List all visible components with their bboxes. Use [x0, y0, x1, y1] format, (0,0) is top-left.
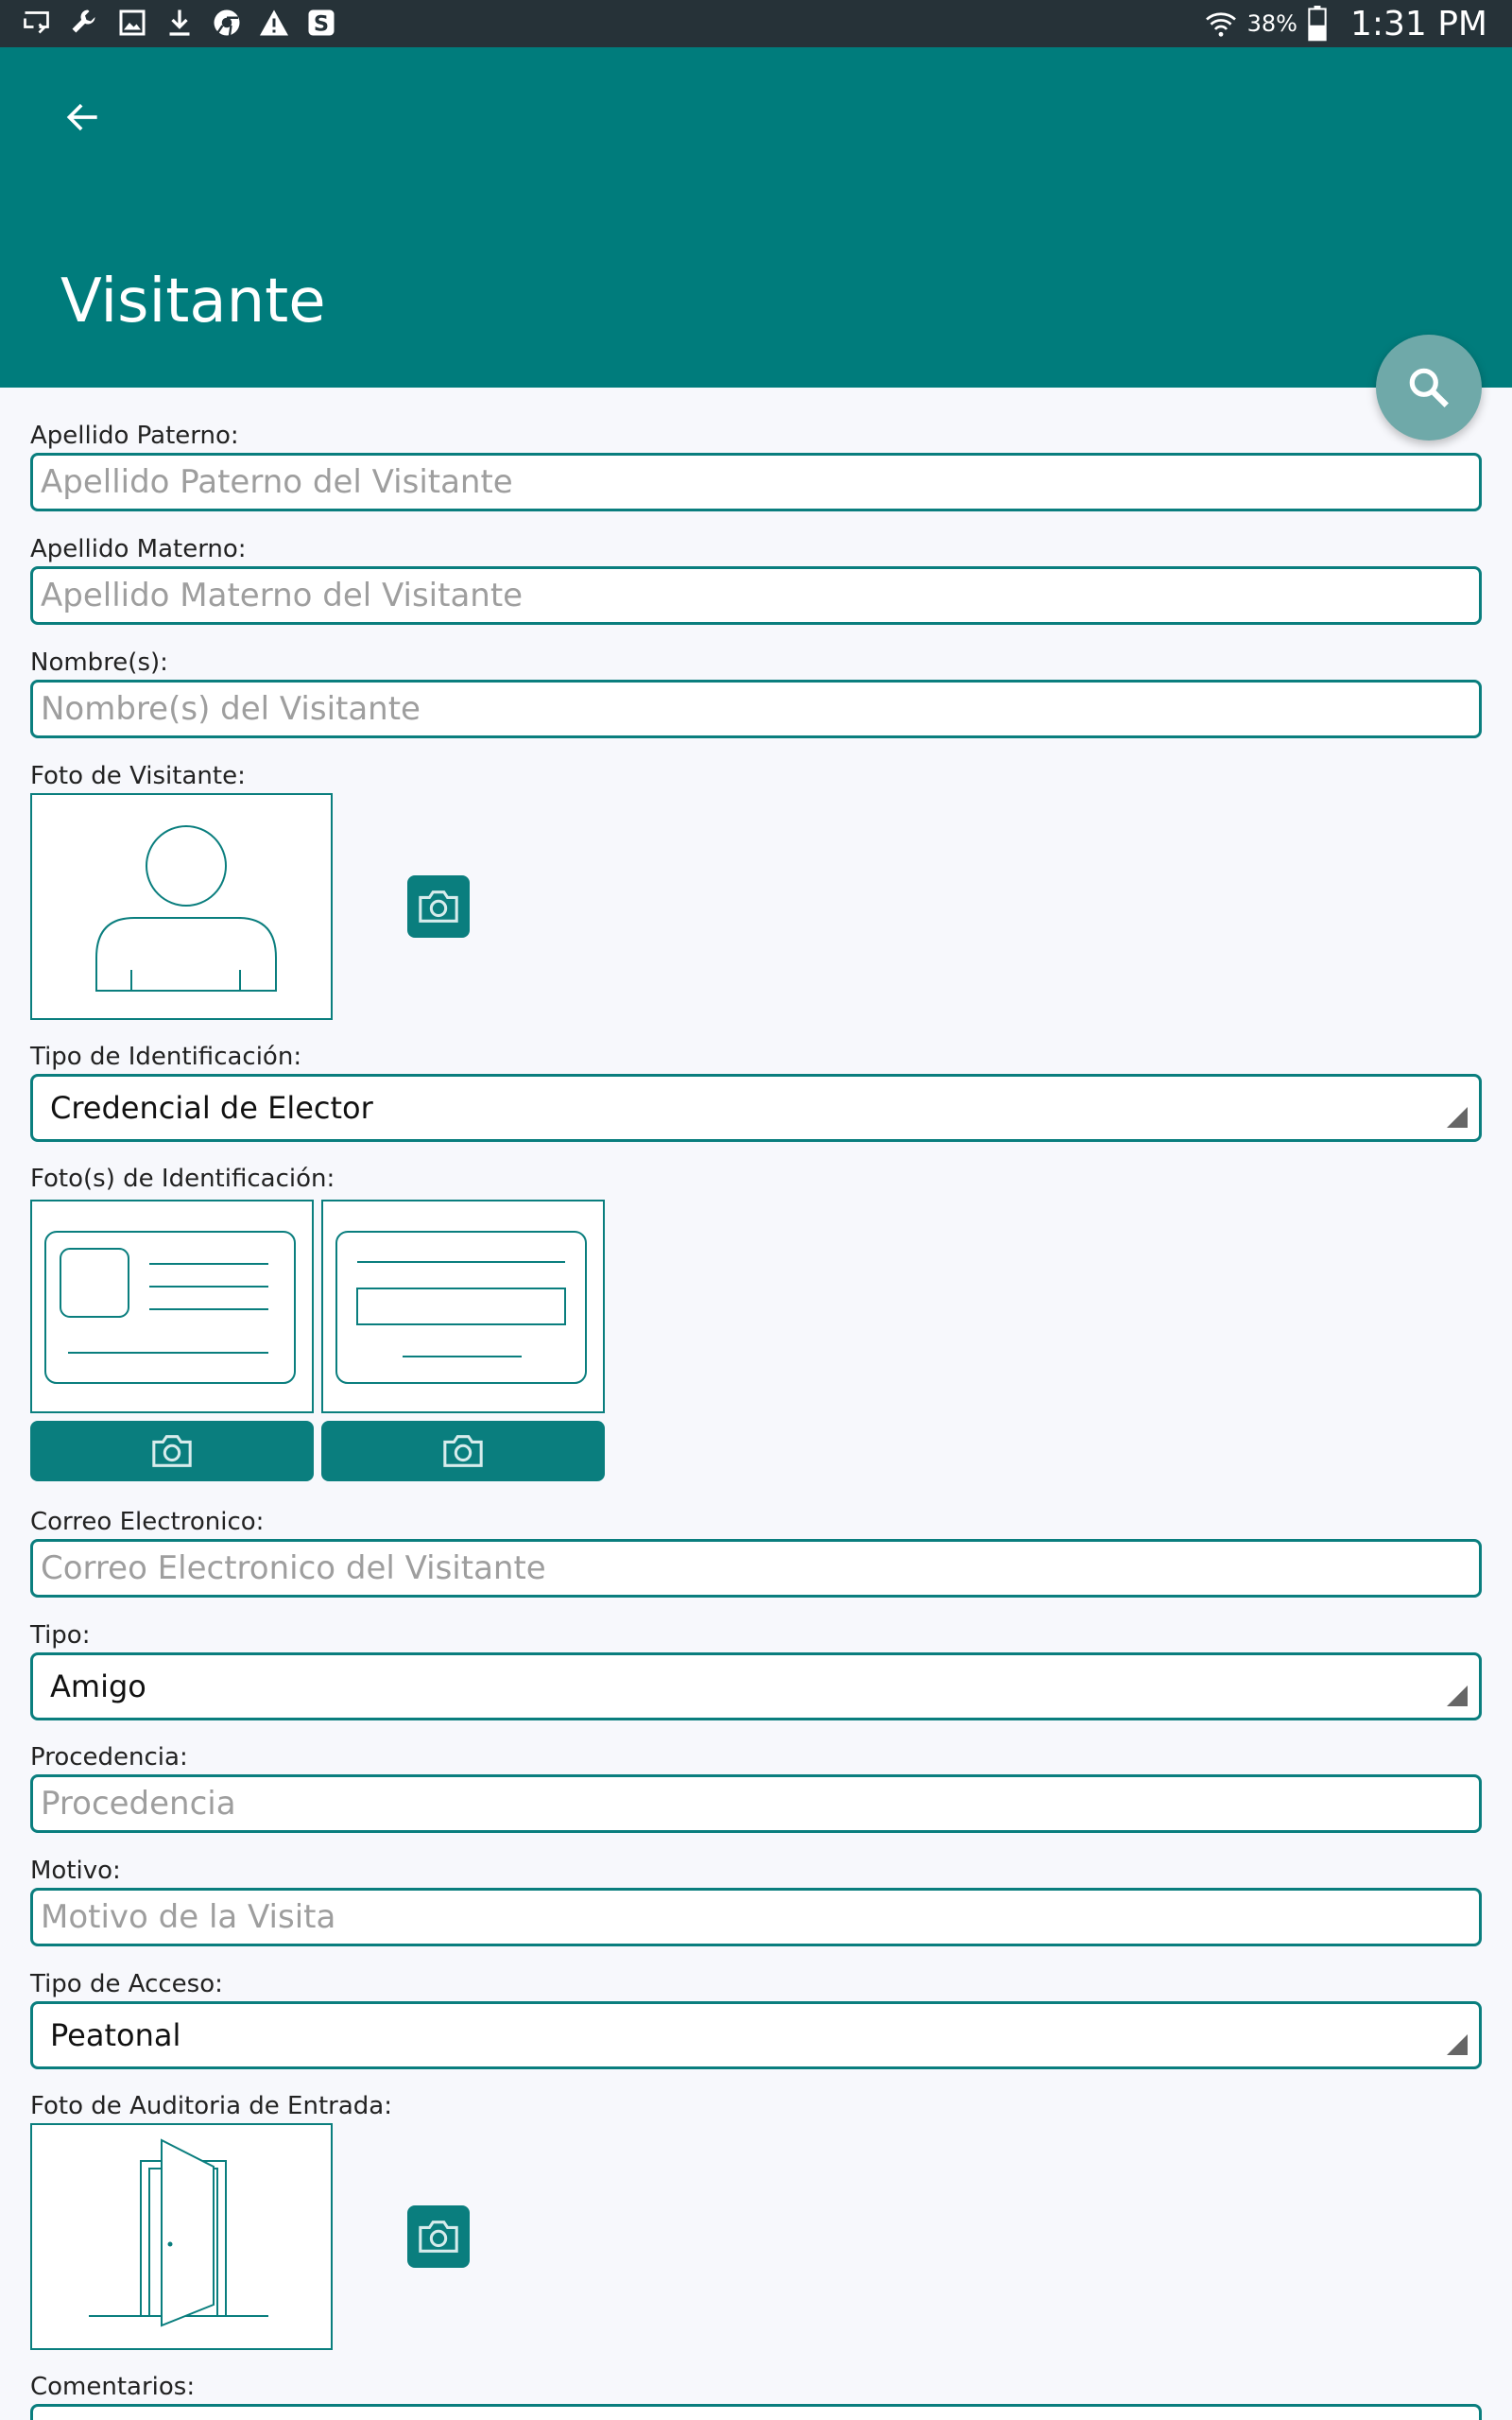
skype-icon [304, 6, 338, 40]
tipo-identificacion-value: Credencial de Elector [50, 1090, 373, 1126]
chrome-icon [210, 6, 244, 40]
status-bar [0, 0, 1512, 47]
wifi-icon [1204, 7, 1238, 41]
notification-icons [21, 6, 338, 40]
fotos-identificacion-label: Foto(s) de Identificación: [30, 1165, 335, 1193]
foto-auditoria-label: Foto de Auditoria de Entrada: [30, 2092, 392, 2120]
nombres-input[interactable] [30, 680, 1482, 738]
arrow-left-icon [62, 96, 104, 138]
door-icon [32, 2125, 331, 2348]
tipo-value: Amigo [50, 1668, 146, 1704]
clock: 1:31 PM [1349, 4, 1487, 43]
comentarios-label: Comentarios: [30, 2373, 196, 2401]
camera-icon [417, 2218, 460, 2256]
tipo-label: Tipo: [30, 1621, 91, 1650]
app-bar [0, 47, 1512, 388]
apellido-paterno-label: Apellido Paterno: [30, 422, 239, 450]
correo-label: Correo Electronico: [30, 1508, 265, 1536]
tipo-select[interactable] [30, 1652, 1482, 1720]
id-card-back-icon [323, 1201, 603, 1411]
dropdown-arrow-icon [1447, 1685, 1468, 1706]
page-title: Visitante [60, 267, 326, 337]
wrench-icon [68, 6, 102, 40]
foto-visitante-label: Foto de Visitante: [30, 762, 246, 790]
tipo-acceso-select[interactable] [30, 2001, 1482, 2069]
image-icon [115, 6, 149, 40]
procedencia-input[interactable] [30, 1774, 1482, 1833]
apellido-materno-input[interactable] [30, 566, 1482, 625]
tipo-identificacion-select[interactable] [30, 1074, 1482, 1142]
visitor-photo[interactable] [30, 793, 333, 1020]
tipo-identificacion-label: Tipo de Identificación: [30, 1043, 302, 1071]
camera-icon [417, 888, 460, 925]
audit-photo-camera-button[interactable] [407, 2205, 470, 2268]
id-front-camera-button[interactable] [30, 1421, 314, 1481]
visitor-photo-camera-button[interactable] [407, 875, 470, 938]
tipo-acceso-label: Tipo de Acceso: [30, 1970, 223, 1998]
nombres-label: Nombre(s): [30, 648, 168, 677]
correo-input[interactable] [30, 1539, 1482, 1598]
id-card-front-icon [32, 1201, 312, 1411]
status-right [1204, 0, 1487, 47]
battery-percent: 38% [1246, 10, 1297, 37]
search-button[interactable] [1376, 335, 1482, 441]
download-icon [163, 6, 197, 40]
id-front-photo[interactable] [30, 1200, 314, 1413]
warning-icon [257, 6, 291, 40]
id-back-photo[interactable] [321, 1200, 605, 1413]
motivo-input[interactable] [30, 1888, 1482, 1946]
camera-icon [441, 1432, 485, 1470]
dropdown-arrow-icon [1447, 2034, 1468, 2055]
comentarios-textarea[interactable] [30, 2404, 1482, 2420]
dropdown-arrow-icon [1447, 1107, 1468, 1128]
motivo-label: Motivo: [30, 1857, 121, 1885]
camera-icon [150, 1432, 194, 1470]
tipo-acceso-value: Peatonal [50, 2017, 181, 2053]
search-icon [1405, 364, 1452, 411]
person-placeholder-icon [32, 795, 331, 1018]
svg-text:S: S [313, 11, 330, 37]
apellido-paterno-input[interactable] [30, 453, 1482, 511]
back-button[interactable] [49, 83, 117, 151]
procedencia-label: Procedencia: [30, 1743, 188, 1772]
battery-icon [1307, 6, 1328, 42]
apellido-materno-label: Apellido Materno: [30, 535, 247, 563]
id-back-camera-button[interactable] [321, 1421, 605, 1481]
entry-audit-photo[interactable] [30, 2123, 333, 2350]
cast-icon [21, 6, 55, 40]
